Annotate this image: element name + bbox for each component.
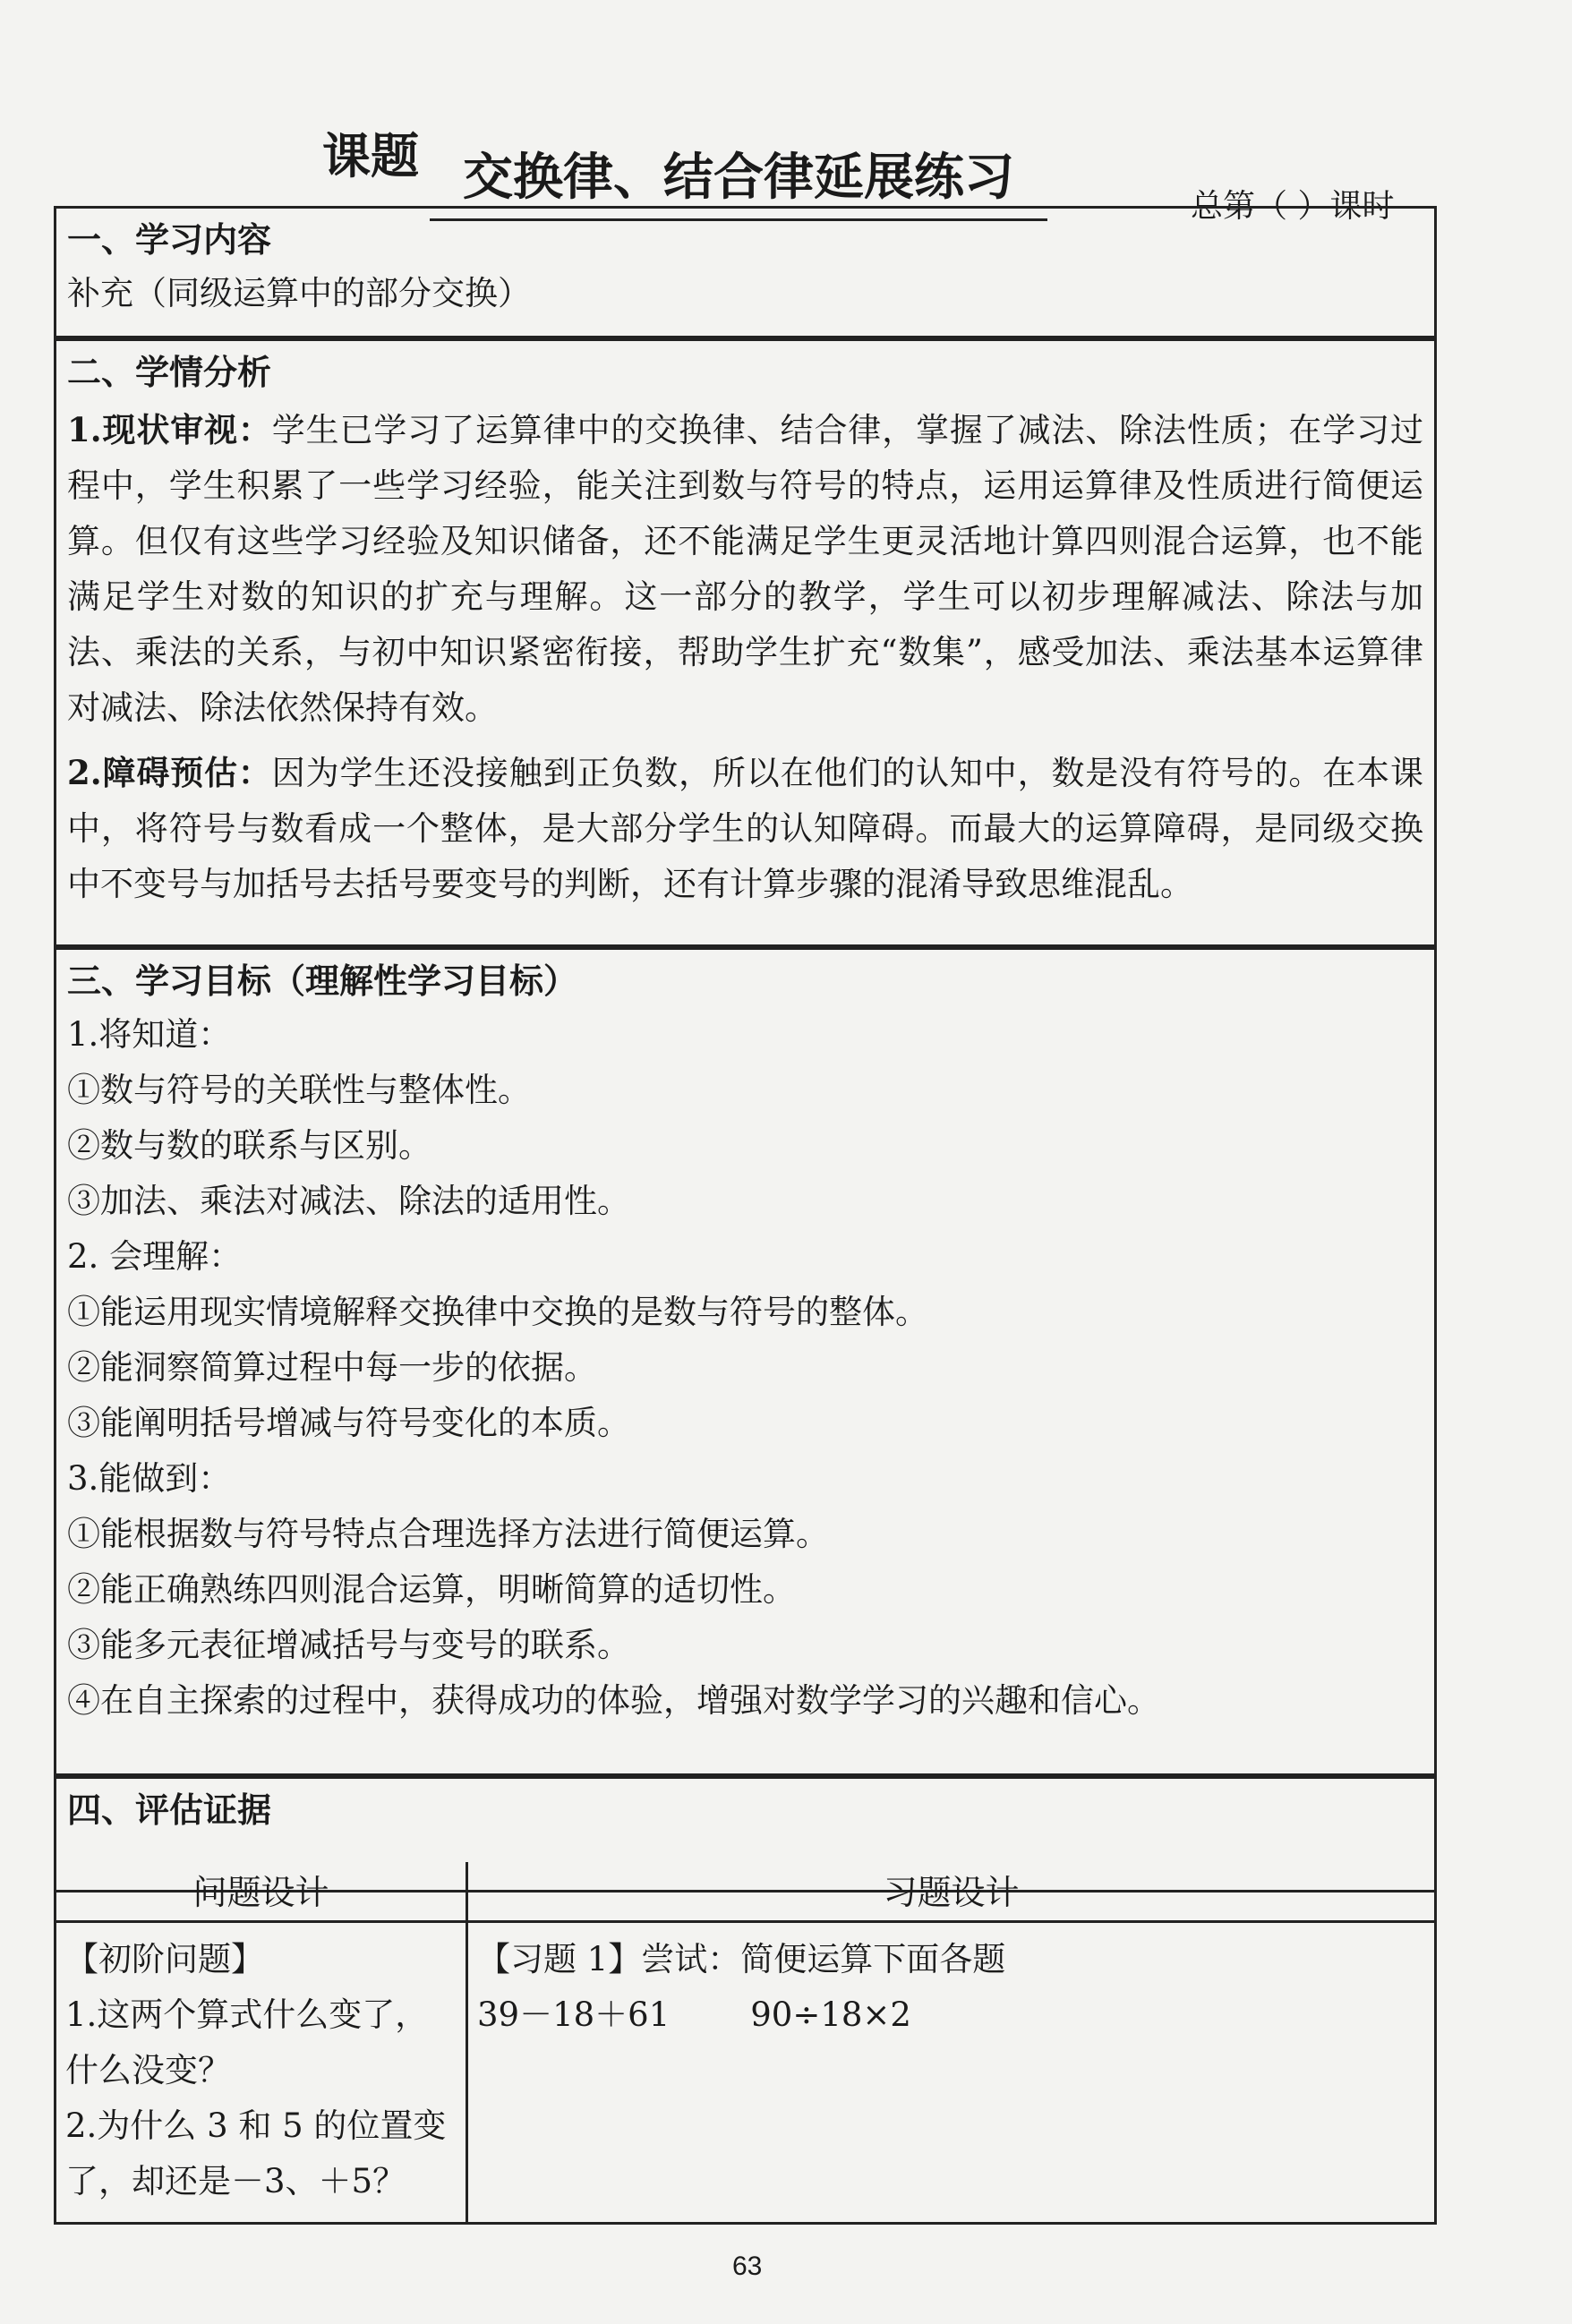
question-line: 了，却还是－3、＋5？ xyxy=(65,2162,406,2200)
section-heading: 二、学情分析 xyxy=(67,352,272,392)
objective-line: ②能正确熟练四则混合运算，明晰简算的适切性。 xyxy=(67,1570,796,1609)
section-analysis xyxy=(54,338,1437,947)
analysis-paragraph-1 xyxy=(56,398,1434,741)
section-objectives xyxy=(54,947,1437,1776)
objective-line: ③加法、乘法对减法、除法的适用性。 xyxy=(67,1182,630,1220)
exercise-item: 90÷18×2 xyxy=(750,1995,911,2034)
exercise-list xyxy=(468,1923,1434,2052)
objective-line: ②数与数的联系与区别。 xyxy=(67,1126,431,1165)
paragraph-label: 2.障碍预估： xyxy=(67,753,272,792)
question-column xyxy=(56,1862,468,2222)
column-header: 习题设计 xyxy=(468,1862,1434,1923)
section-heading: 一、学习内容 xyxy=(67,219,272,260)
question-list xyxy=(56,1923,466,2218)
section-text: 补充（同级运算中的部分交换） xyxy=(67,274,531,312)
objective-line: 1.将知道： xyxy=(67,1015,232,1054)
objective-line: ①能运用现实情境解释交换律中交换的是数与符号的整体。 xyxy=(67,1293,928,1331)
question-line: 1.这两个算式什么变了， xyxy=(65,1995,429,2034)
objective-line: ③能阐明括号增减与符号变化的本质。 xyxy=(67,1404,630,1442)
objective-line: ①能根据数与符号特点合理选择方法进行简便运算。 xyxy=(67,1515,829,1553)
objective-line: 2. 会理解： xyxy=(67,1237,243,1276)
paragraph-text: 学生已学习了运算律中的交换律、结合律，掌握了减法、除法性质；在学习过程中，学生积累了一些学习经验，能关注到数与符号的特点，运用运算律及性质进行简便运算。但仅有这些学习经验及知识储备，还不能满足学生更灵活地计算四则混合运算，也不能满足学生对数的知识的扩充与理解。这一部分的教学，学生可以初步理解减法、除法与加法、乘法的关系，与初中知识紧密衔接，帮助学生扩充“数集”，感受加法、乘法基本运算律对减法、除法依然保持有效。 xyxy=(67,411,1423,727)
page-number: 63 xyxy=(732,2251,763,2281)
period-field: 总第（ ）课时 xyxy=(1191,188,1395,225)
objective-line: ①数与符号的关联性与整体性。 xyxy=(67,1071,531,1109)
paragraph-text: 因为学生还没接触到正负数，所以在他们的认知中，数是没有符号的。在本课中，将符号与数看成一个整体，是大部分学生的认知障碍。而最大的运算障碍，是同级交换中不变号与加括号去括号要变号的判断，还有计算步骤的混淆导致思维混乱。 xyxy=(67,754,1423,903)
question-line: 【初阶问题】 xyxy=(65,1940,264,1978)
page-title: 交换律、结合律延展练习 xyxy=(430,138,1047,221)
objective-line: ④在自主探索的过程中，获得成功的体验，增强对数学学习的兴趣和信心。 xyxy=(67,1681,1160,1720)
question-line: 2.为什么 3 和 5 的位置变 xyxy=(65,2106,447,2145)
title-row xyxy=(322,109,1513,225)
title-label: 课题 xyxy=(322,127,419,184)
exercise-item: 39－18＋61 xyxy=(477,1995,671,2034)
question-line: 什么没变？ xyxy=(65,2051,231,2089)
exercise-title: 【习题 1】尝试：简便运算下面各题 xyxy=(477,1940,1006,1978)
exercise-column xyxy=(468,1862,1434,2222)
section-heading: 四、评估证据 xyxy=(67,1790,272,1830)
objective-line: ②能洞察简算过程中每一步的依据。 xyxy=(67,1348,597,1387)
evidence-table xyxy=(54,1862,1437,2225)
paragraph-label: 1.现状审视： xyxy=(67,410,272,449)
analysis-paragraph-2 xyxy=(56,741,1434,918)
section-heading: 三、学习目标（理解性学习目标） xyxy=(67,961,578,1001)
objective-line: ③能多元表征增减括号与变号的联系。 xyxy=(67,1626,630,1664)
exercise-row xyxy=(477,1987,1425,2043)
objective-line: 3.能做到： xyxy=(67,1459,232,1498)
section-learning-content xyxy=(54,206,1437,338)
column-header: 问题设计 xyxy=(56,1862,466,1923)
